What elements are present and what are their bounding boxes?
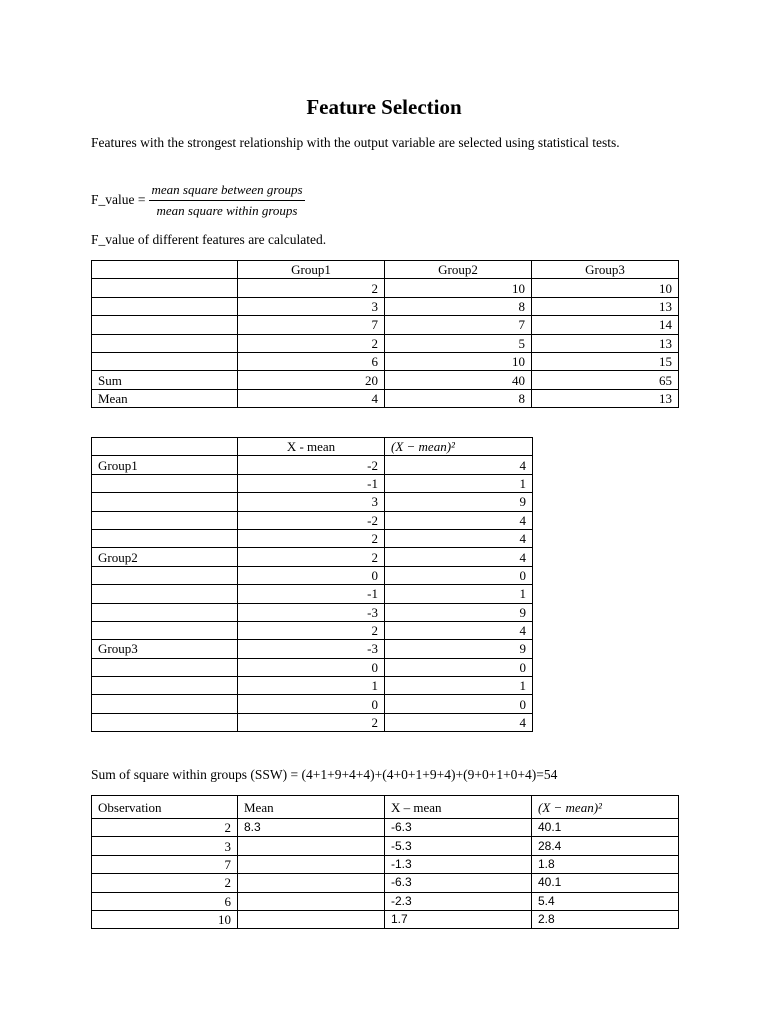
table-cell (92, 529, 238, 547)
table-cell: -2.3 (385, 892, 532, 910)
table-cell: -3 (238, 603, 385, 621)
table-row (92, 819, 679, 837)
table-row (92, 511, 533, 529)
table-cell: 2 (238, 621, 385, 639)
column-header: Group2 (385, 261, 532, 279)
table-cell (92, 474, 238, 492)
table-row (92, 389, 679, 407)
calc-paragraph: F_value of different features are calculated. (91, 232, 327, 247)
column-header (92, 438, 238, 456)
header-row (92, 438, 533, 456)
table-cell: 2 (238, 334, 385, 352)
column-header: Mean (238, 796, 385, 819)
table-cell (92, 511, 238, 529)
table-cell: 13 (532, 334, 679, 352)
table-row (92, 316, 679, 334)
table-row (92, 371, 679, 389)
table-cell: 5.4 (532, 892, 679, 910)
table-cell (92, 352, 238, 370)
table-cell: 7 (238, 316, 385, 334)
table-row (92, 910, 679, 928)
table-cell: -5.3 (385, 837, 532, 855)
table-cell: 8.3 (238, 819, 385, 837)
column-header: Observation (92, 796, 238, 819)
table-cell: 3 (238, 493, 385, 511)
table-cell: 2.8 (532, 910, 679, 928)
table-cell: 2 (92, 874, 238, 892)
table-cell: Mean (92, 389, 238, 407)
group-values-table (91, 260, 679, 408)
table-cell: 4 (385, 456, 533, 474)
formula-fraction (149, 182, 304, 219)
table-cell: 2 (238, 713, 385, 731)
table-row (92, 474, 533, 492)
table-cell: 2 (238, 529, 385, 547)
table-cell: -1 (238, 585, 385, 603)
table-cell: 1.8 (532, 855, 679, 873)
column-header: X – mean (385, 796, 532, 819)
table-cell: 4 (385, 713, 533, 731)
table-cell: 15 (532, 352, 679, 370)
table-cell (92, 493, 238, 511)
table-cell: 20 (238, 371, 385, 389)
page-title: Feature Selection (306, 95, 462, 119)
table-cell: Group3 (92, 640, 238, 658)
table-cell: 2 (92, 819, 238, 837)
table-cell: 10 (385, 352, 532, 370)
table-cell: 4 (238, 389, 385, 407)
table-cell: -6.3 (385, 874, 532, 892)
column-header (92, 261, 238, 279)
formula-denominator: mean square within groups (156, 202, 298, 218)
table-cell: 5 (385, 334, 532, 352)
table-cell: 3 (238, 297, 385, 315)
table-cell: 0 (385, 695, 533, 713)
table-cell: 0 (238, 695, 385, 713)
table-cell: -1 (238, 474, 385, 492)
table-cell: Group2 (92, 548, 238, 566)
column-header: Group3 (532, 261, 679, 279)
table-cell (92, 566, 238, 584)
header-row (92, 796, 679, 819)
table-cell: 0 (385, 566, 533, 584)
table-cell (92, 603, 238, 621)
table-cell: 10 (385, 279, 532, 297)
table-row (92, 713, 533, 731)
table-cell: 4 (385, 529, 533, 547)
table-cell: 10 (92, 910, 238, 928)
table-cell: 7 (92, 855, 238, 873)
table-cell: 14 (532, 316, 679, 334)
column-header: (X − mean)² (385, 438, 533, 456)
formula-lhs: F_value = (91, 192, 146, 207)
table-row (92, 585, 533, 603)
table-cell: 13 (532, 297, 679, 315)
table-cell: 6 (92, 892, 238, 910)
ssw-paragraph: Sum of square within groups (SSW) = (4+1+9+4+4)+(4+0+1+9+4)+(9+0+1+0+4)=54 (91, 767, 558, 782)
table-row (92, 695, 533, 713)
table-cell (92, 297, 238, 315)
table-cell: 4 (385, 548, 533, 566)
table-row (92, 837, 679, 855)
table-cell: -2 (238, 511, 385, 529)
table-cell: 8 (385, 297, 532, 315)
table-row (92, 640, 533, 658)
table-cell: Group1 (92, 456, 238, 474)
table-cell (92, 316, 238, 334)
table-cell (238, 910, 385, 928)
table-cell: 9 (385, 640, 533, 658)
header-row (92, 261, 679, 279)
table-cell: 7 (385, 316, 532, 334)
table-cell: 65 (532, 371, 679, 389)
column-header: X - mean (238, 438, 385, 456)
table-cell (238, 892, 385, 910)
table-cell: 2 (238, 548, 385, 566)
table-row (92, 352, 679, 370)
table-cell: 10 (532, 279, 679, 297)
table-row (92, 855, 679, 873)
table-cell (92, 585, 238, 603)
table-cell: 1 (385, 585, 533, 603)
table-row (92, 279, 679, 297)
table-cell (92, 279, 238, 297)
table-row (92, 456, 533, 474)
table-row (92, 493, 533, 511)
table-cell: 40.1 (532, 874, 679, 892)
table-cell: 0 (238, 658, 385, 676)
table-cell (92, 677, 238, 695)
column-header: (X − mean)² (532, 796, 679, 819)
table-row (92, 334, 679, 352)
table-cell: -2 (238, 456, 385, 474)
table-cell: 2 (238, 279, 385, 297)
table-cell: 8 (385, 389, 532, 407)
table-cell (92, 334, 238, 352)
formula-numerator: mean square between groups (149, 182, 304, 201)
table-cell: 1 (238, 677, 385, 695)
table-cell (238, 874, 385, 892)
table-cell: 28.4 (532, 837, 679, 855)
table-cell: Sum (92, 371, 238, 389)
f-value-formula (91, 179, 305, 221)
observation-table (91, 795, 679, 929)
table-cell: 0 (385, 658, 533, 676)
table-cell: -3 (238, 640, 385, 658)
table-cell: 13 (532, 389, 679, 407)
column-header: Group1 (238, 261, 385, 279)
table-cell: 4 (385, 511, 533, 529)
table-cell: 1 (385, 677, 533, 695)
table-cell: 3 (92, 837, 238, 855)
table-cell: 9 (385, 493, 533, 511)
table-cell (92, 621, 238, 639)
table-cell (238, 837, 385, 855)
table-row (92, 621, 533, 639)
table-row (92, 874, 679, 892)
table-cell: 1.7 (385, 910, 532, 928)
intro-paragraph: Features with the strongest relationship with the output variable are selected using statistical tests. (91, 135, 620, 150)
table-row (92, 658, 533, 676)
table-row (92, 603, 533, 621)
table-cell: 0 (238, 566, 385, 584)
table-cell: 9 (385, 603, 533, 621)
table-cell: 4 (385, 621, 533, 639)
table-cell (238, 855, 385, 873)
table-cell (92, 695, 238, 713)
table-cell: -1.3 (385, 855, 532, 873)
deviation-table (91, 437, 533, 732)
table-cell: -6.3 (385, 819, 532, 837)
table-cell (92, 713, 238, 731)
table-cell (92, 658, 238, 676)
table-cell: 40 (385, 371, 532, 389)
table-row (92, 566, 533, 584)
table-cell: 40.1 (532, 819, 679, 837)
table-cell: 1 (385, 474, 533, 492)
table-cell: 6 (238, 352, 385, 370)
table-row (92, 529, 533, 547)
table-row (92, 297, 679, 315)
table-row (92, 548, 533, 566)
table-row (92, 677, 533, 695)
table-row (92, 892, 679, 910)
